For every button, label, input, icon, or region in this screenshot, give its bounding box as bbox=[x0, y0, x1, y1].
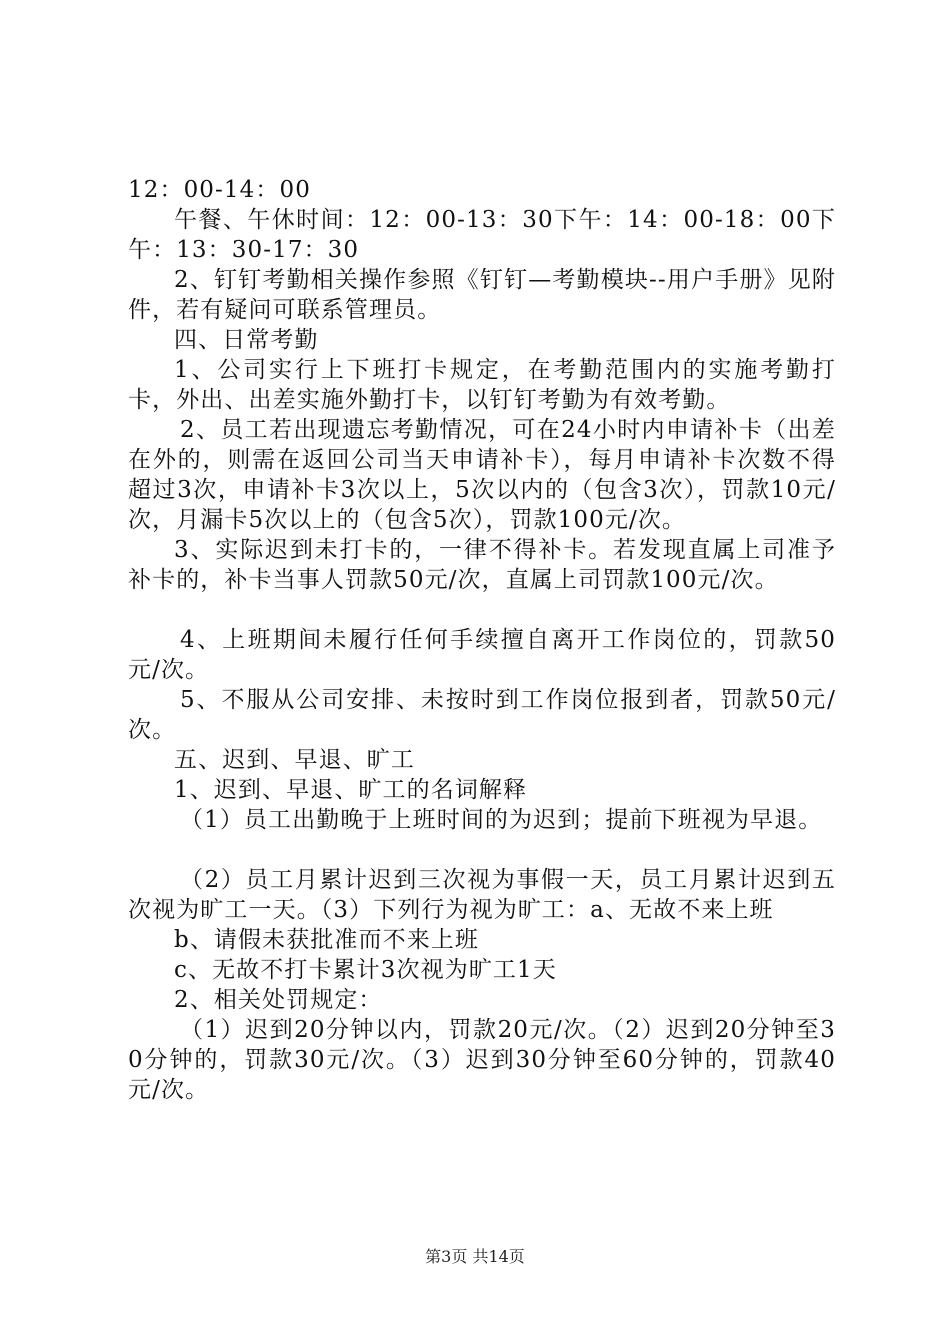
paragraph-lunch-break: 午餐、午休时间：12：00-13：30下午：14：00-18：00下午：13：30-17：30 bbox=[128, 207, 836, 263]
page-number-footer: 第3页 共14页 bbox=[425, 1247, 525, 1266]
paragraph-penalty-details: （1）迟到20分钟以内，罚款20元/次。（2）迟到20分钟至30分钟的，罚款30元/次。（3）迟到30分钟至60分钟的，罚款40元/次。 bbox=[128, 1017, 836, 1103]
paragraph-definition-absent: （2）员工月累计迟到三次视为事假一天，员工月累计迟到五次视为旷工一天。（3）下列行为视为旷工：a、无故不来上班 bbox=[128, 867, 836, 923]
paragraph-absent-item-c: c、无故不打卡累计3次视为旷工1天 bbox=[174, 957, 557, 983]
blank-line bbox=[128, 835, 836, 865]
section-heading-late-early-absent: 五、迟到、早退、旷工 bbox=[174, 747, 415, 773]
paragraph-late-no-clock-in: 3、实际迟到未打卡的，一律不得补卡。若发现直属上司准予补卡的，补卡当事人罚款50元/次，直属上司罚款100元/次。 bbox=[128, 537, 836, 593]
paragraph-absent-item-b: b、请假未获批准而不来上班 bbox=[174, 927, 480, 953]
paragraph-time-range: 12：00-14：00 bbox=[128, 177, 311, 203]
paragraph-dingtalk-manual: 2、钉钉考勤相关操作参照《钉钉—考勤模块--用户手册》见附件，若有疑问可联系管理员。 bbox=[128, 267, 836, 323]
paragraph-missed-clock-in: 2、员工若出现遗忘考勤情况，可在24小时内申请补卡（出差在外的，则需在返回公司当天申请补卡），每月申请补卡次数不得超过3次，申请补卡3次以上，5次以内的（包含3次），罚款10元/次，月漏卡5次以上的（包含5次），罚款100元/次。 bbox=[128, 417, 836, 533]
document-body bbox=[128, 175, 836, 1105]
paragraph-definition-late-early: （1）员工出勤晚于上班时间的为迟到；提前下班视为早退。 bbox=[180, 807, 823, 833]
paragraph-disobey-arrangement: 5、不服从公司安排、未按时到工作岗位报到者，罚款50元/次。 bbox=[128, 687, 836, 743]
blank-line bbox=[128, 595, 836, 625]
paragraph-penalty-heading: 2、相关处罚规定： bbox=[174, 987, 383, 1013]
paragraph-definitions-heading: 1、迟到、早退、旷工的名词解释 bbox=[174, 777, 528, 803]
paragraph-clock-in-rules: 1、公司实行上下班打卡规定，在考勤范围内的实施考勤打卡，外出、出差实施外勤打卡，以钉钉考勤为有效考勤。 bbox=[128, 357, 836, 413]
paragraph-leave-post: 4、上班期间未履行任何手续擅自离开工作岗位的，罚款50元/次。 bbox=[128, 627, 836, 683]
section-heading-daily-attendance: 四、日常考勤 bbox=[174, 327, 319, 353]
